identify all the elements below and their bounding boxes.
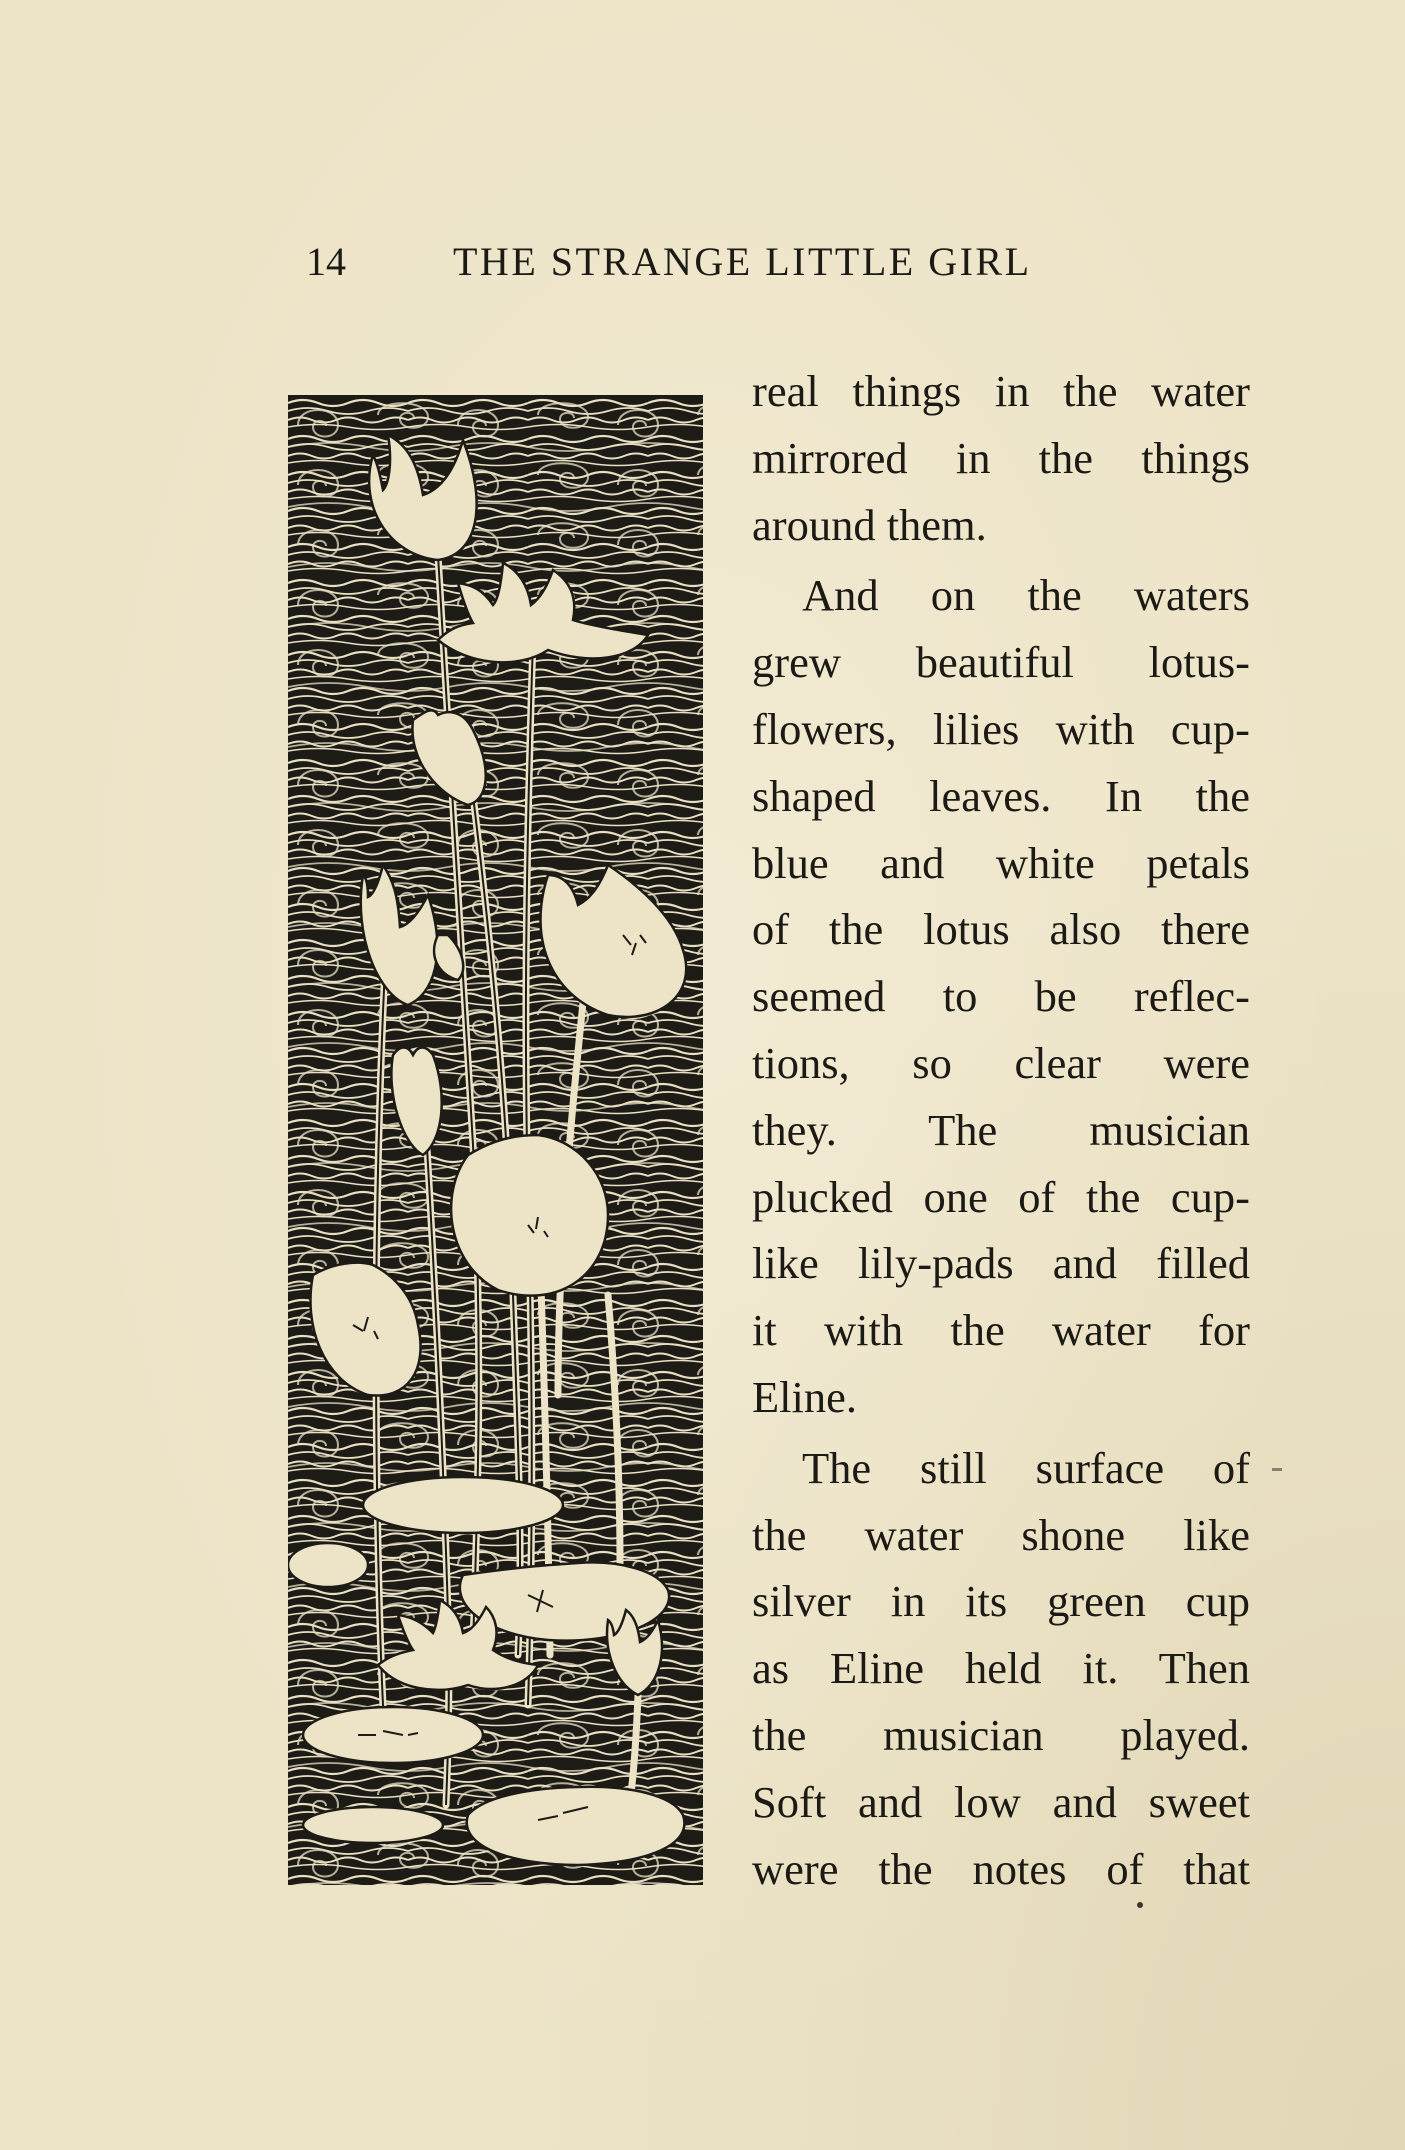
text-line: grew beautiful lotus-: [752, 637, 1250, 688]
text-line: flowers, lilies with cup-: [752, 703, 1250, 754]
text-line: the musician played.: [752, 1709, 1250, 1760]
text-line: Eline.: [752, 1371, 858, 1422]
lotus-pond-woodcut-icon: [288, 395, 703, 1885]
text-line: seemed to be reflec-: [752, 971, 1250, 1022]
text-line: silver in its green cup: [752, 1576, 1250, 1627]
text-line: as Eline held it. Then: [752, 1643, 1250, 1694]
text-line: like lily-pads and filled: [752, 1238, 1250, 1289]
text-line: were the notes of that: [752, 1843, 1250, 1894]
text-line: real things in the water: [752, 366, 1250, 416]
page-number: 14: [306, 239, 346, 284]
margin-mark: [1272, 1468, 1282, 1471]
text-line: The still surface of: [802, 1442, 1250, 1493]
text-line: tions, so clear were: [752, 1037, 1250, 1088]
text-line: mirrored in the things: [752, 432, 1250, 483]
text-line: of the lotus also there: [752, 904, 1250, 955]
text-line: the water shone like: [752, 1509, 1250, 1560]
running-title: THE STRANGE LITTLE GIRL: [453, 239, 1032, 284]
ink-speck: [1137, 1902, 1143, 1908]
text-line: they. The musician: [752, 1104, 1250, 1155]
running-head: [306, 238, 1146, 288]
text-line: it with the water for: [752, 1305, 1250, 1356]
text-line: shaped leaves. In the: [752, 770, 1250, 821]
text-line: plucked one of the cup-: [752, 1171, 1250, 1222]
text-line: blue and white petals: [752, 837, 1250, 888]
text-line: Soft and low and sweet: [752, 1776, 1250, 1827]
text-line: around them.: [752, 499, 987, 550]
lotus-pond-illustration: [288, 395, 703, 1885]
body-text: [752, 358, 1250, 1902]
text-line: And on the waters: [802, 570, 1250, 621]
